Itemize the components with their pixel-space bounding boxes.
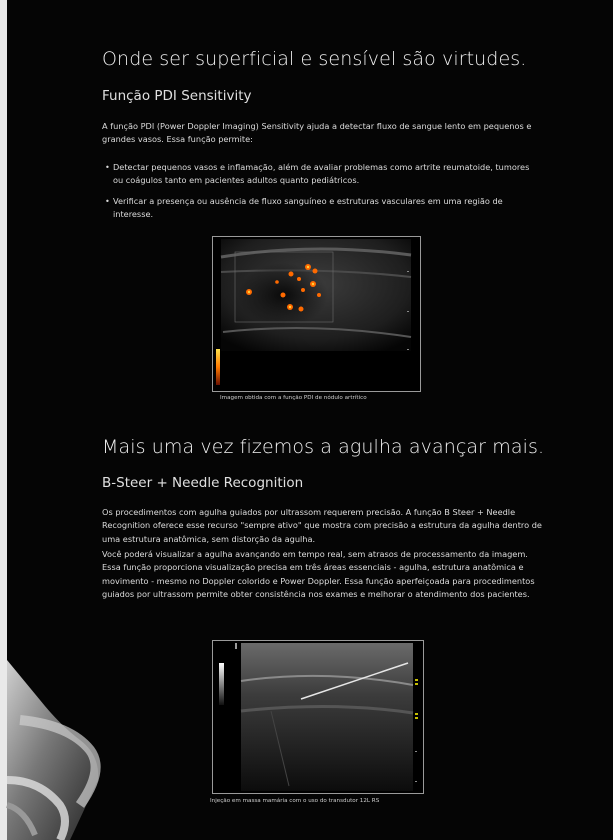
section2-paragraph-1: Os procedimentos com agulha guiados por ultrassom requerem precisão. A função B Steer + Needle Recognition oferece esse recurso "sempre ativo" que mostra com precisão a estrutura da agulha dentro de uma estrutura anatômica, sem distorção da agulha. — [102, 507, 542, 544]
transducer-probe-illustration — [0, 630, 110, 840]
section1-heading: Onde ser superficial e sensível são virtudes. — [102, 48, 527, 70]
section2-image-caption: Injeção em massa mamária com o uso do transdutor 12L RS — [210, 798, 380, 804]
section1-subheading: Função PDI Sensitivity — [102, 88, 252, 104]
section2-heading: Mais uma vez fizemos a agulha avançar mais. — [102, 436, 545, 458]
ultrasound-image-needle — [212, 640, 424, 794]
section1-intro: A função PDI (Power Doppler Imaging) Sensitivity ajuda a detectar fluxo de sangue lento em pequenos e grandes vasos. Essa função permite: — [102, 121, 532, 145]
section1-image-caption: Imagem obtida com a função PDI de nódulo artrítico — [220, 395, 367, 401]
section1-bullet-2: • Verificar a presença ou ausência de fluxo sanguíneo e estruturas vasculares em uma região de interesse. — [105, 195, 533, 222]
ultrasound-image-pdi — [212, 236, 421, 392]
section2-subheading: B-Steer + Needle Recognition — [102, 475, 304, 491]
section1-bullet-1: • Detectar pequenos vasos e inflamação, além de avaliar problemas como artrite reumatoide, tumores ou coágulos tanto em pacientes adultos quanto pediátricos. — [105, 161, 533, 188]
section2-paragraph-2: Você poderá visualizar a agulha avançando em tempo real, sem atrasos de processamento da imagem. Essa função proporciona visualização precisa em três áreas essenciais - agulha, estrutura anatômica e movimento - mesmo no Doppler colorido e Power Doppler. Essa função aperfeiçoada para procedimentos guiados por ultrassom permite obter consistência nos exames e melhorar o atendimento dos pacientes. — [102, 549, 535, 600]
